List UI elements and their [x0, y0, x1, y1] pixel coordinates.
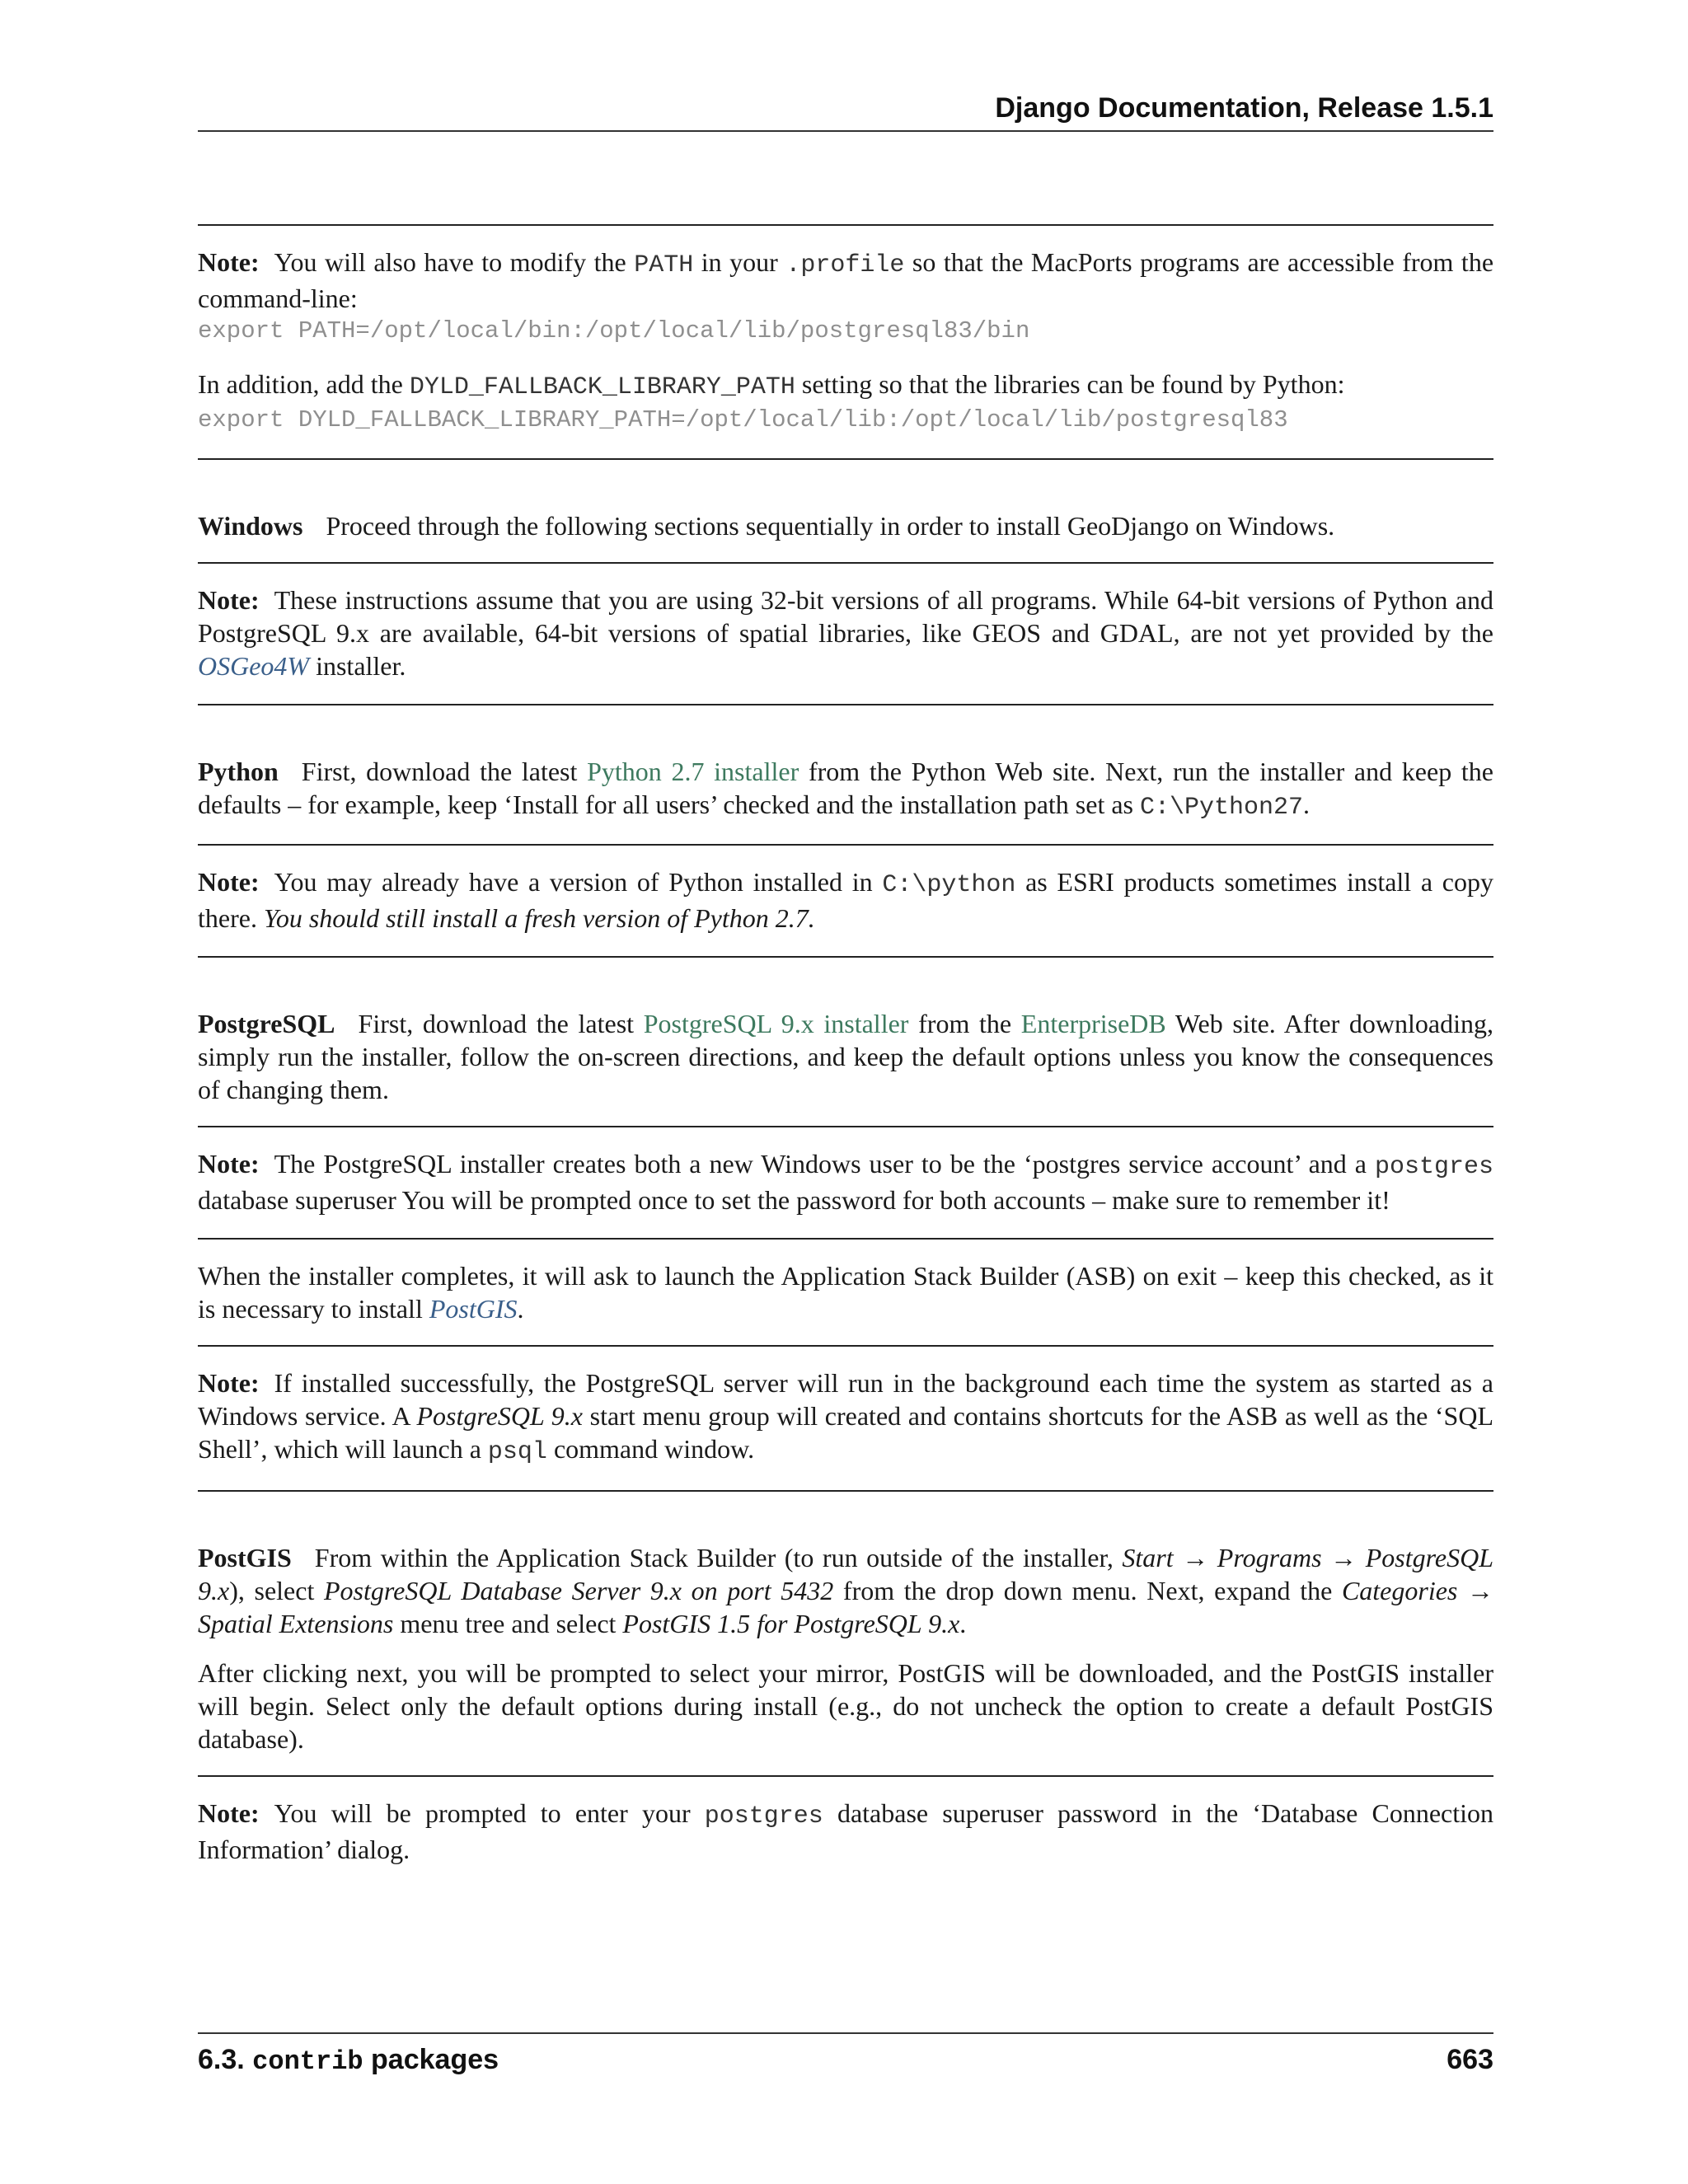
footer-section-text: packages: [363, 2044, 499, 2075]
note-text: as ESRI products sometimes install a copy there.: [198, 867, 1494, 933]
note-text: database superuser You will be prompted once to set the password for both accounts – make sure to remember it!: [198, 1185, 1390, 1215]
note-text: You will be prompted to enter your: [274, 1798, 705, 1828]
paragraph-text: .: [517, 1294, 524, 1324]
inline-code: postgres: [1374, 1153, 1493, 1181]
emphasis: You should still install a fresh version of Python 2.7.: [263, 903, 815, 933]
spacer: [198, 1240, 1493, 1259]
inline-code: postgres: [704, 1802, 823, 1830]
section-text: First, download the latest: [301, 757, 588, 786]
note-label: Note:: [198, 585, 260, 615]
note-text: so that the MacPorts programs are accessible from the command-line:: [198, 247, 1494, 313]
note-label: Note:: [198, 867, 260, 897]
page-content: [198, 224, 1493, 1887]
page-number: 663: [1447, 2044, 1493, 2075]
inline-code: C:\Python27: [1140, 794, 1304, 822]
spacer: [198, 824, 1493, 844]
section-text: From within the Application Stack Builder (to run outside of the installer,: [314, 1543, 1123, 1572]
note-label: Note:: [198, 1149, 260, 1179]
spacer: [198, 460, 1493, 509]
note-paragraph: [198, 865, 1493, 935]
emphasis: PostgreSQL 9.x: [416, 1401, 583, 1431]
inline-code: .profile: [785, 251, 905, 279]
note-macports: [198, 226, 1493, 458]
note-postgres-account: [198, 1127, 1493, 1238]
section-python: [198, 755, 1493, 824]
code-block: export PATH=/opt/local/bin:/opt/local/lib/postgresql83/bin: [198, 317, 1030, 344]
python-installer-link[interactable]: Python 2.7 installer: [587, 757, 799, 786]
emphasis: PostGIS 1.5 for PostgreSQL 9.x: [622, 1609, 960, 1638]
postgis-next-paragraph: After clicking next, you will be prompted to select your mirror, PostGIS will be downloaded, and the PostGIS installer will begin. Select only the default options during install (e.g., do not uncheck the option to create a default PostGIS database).: [198, 1658, 1493, 1754]
emphasis: Categories → Spatial Extensions: [198, 1576, 1494, 1638]
spacer: [198, 705, 1493, 755]
footer-rule: [198, 2032, 1493, 2034]
section-windows: [198, 509, 1493, 542]
running-header: Django Documentation, Release 1.5.1: [995, 92, 1493, 124]
note-label: Note:: [198, 1798, 260, 1828]
inline-code: PATH: [634, 251, 694, 279]
footer-section: [198, 2044, 499, 2077]
spacer: [198, 1325, 1493, 1345]
section-postgis: [198, 1541, 1493, 1640]
note-paragraph: [198, 583, 1493, 682]
code-block: export DYLD_FALLBACK_LIBRARY_PATH=/opt/local/lib:/opt/local/lib/postgresql83: [198, 406, 1288, 434]
note-label: Note:: [198, 247, 260, 277]
emphasis: PostgreSQL Database Server 9.x on port 5432: [324, 1576, 834, 1605]
note-paragraph: [198, 246, 1493, 315]
enterprisedb-link[interactable]: EnterpriseDB: [1020, 1009, 1166, 1038]
section-text: .: [1303, 790, 1311, 819]
note-paragraph: [198, 368, 1493, 404]
note-password: [198, 1777, 1493, 1887]
section-text: menu tree and select: [393, 1609, 623, 1638]
note-text: You will also have to modify the: [274, 247, 635, 277]
note-text: installer.: [309, 651, 406, 681]
document-page: [198, 0, 1493, 2184]
note-paragraph: [198, 1147, 1493, 1216]
section-postgresql: [198, 1007, 1493, 1106]
section-title: PostgreSQL: [198, 1009, 335, 1038]
inline-code: psql: [487, 1438, 547, 1466]
note-paragraph: [198, 1797, 1493, 1866]
inline-code: DYLD_FALLBACK_LIBRARY_PATH: [409, 373, 795, 401]
note-label: Note:: [198, 1368, 260, 1398]
spacer: [198, 958, 1493, 1007]
osgeo4w-link[interactable]: OSGeo4W: [198, 651, 310, 681]
inline-code: C:\python: [882, 871, 1016, 899]
footer-section-code: contrib: [252, 2046, 363, 2077]
paragraph-text: When the installer completes, it will ask to launch the Application Stack Builder (ASB) on exit – keep this checked, as it is necessary to install: [198, 1261, 1493, 1324]
section-text: from the Python Web site. Next, run the installer and keep the defaults – for example, keep ‘Install for all users’ checked and the installation path set as: [198, 757, 1494, 819]
spacer: [198, 1640, 1493, 1657]
header-rule: [198, 130, 1493, 132]
section-text: Proceed through the following sections sequentially in order to install GeoDjango on Windows.: [326, 511, 1335, 541]
section-text: from the: [908, 1009, 1021, 1038]
note-text: in your: [693, 247, 786, 277]
postgresql-installer-link[interactable]: PostgreSQL 9.x installer: [643, 1009, 909, 1038]
note-python: [198, 846, 1493, 956]
section-text: First, download the latest: [358, 1009, 644, 1038]
note-text: database superuser password in the ‘Database Connection Information’ dialog.: [198, 1798, 1493, 1864]
asb-paragraph: [198, 1259, 1493, 1325]
section-title: PostGIS: [198, 1543, 292, 1572]
spacer: [198, 542, 1493, 562]
note-text: command window.: [546, 1434, 755, 1464]
section-title: Python: [198, 757, 279, 786]
note-text: The PostgreSQL installer creates both a new Windows user to be the ‘postgres service account’ and a: [274, 1149, 1375, 1179]
section-title: Windows: [198, 511, 303, 541]
spacer: [198, 1492, 1493, 1541]
note-text: start menu group will created and contains shortcuts for the ASB as well as the ‘SQL Shell’, which will launch a: [198, 1401, 1494, 1464]
section-text: ), select: [229, 1576, 324, 1605]
section-text: .: [959, 1609, 967, 1638]
note-text: In addition, add the: [198, 369, 410, 399]
section-text: from the drop down menu. Next, expand the: [833, 1576, 1342, 1605]
footer-section-number: 6.3.: [198, 2044, 253, 2075]
emphasis: Start → Programs → PostgreSQL 9.x: [198, 1543, 1494, 1605]
spacer: [198, 1755, 1493, 1775]
spacer: [198, 1106, 1493, 1126]
note-32bit: [198, 564, 1493, 704]
note-text: These instructions assume that you are using 32-bit versions of all programs. While 64-bit versions of Python and PostgreSQL 9.x are available, 64-bit versions of spatial libraries, like GEOS and GDAL, are not yet provided by the: [198, 585, 1493, 648]
note-text: If installed successfully, the PostgreSQL server will run in the background each time the system as started as a Windows service. A: [198, 1368, 1493, 1431]
note-text: setting so that the libraries can be found by Python:: [795, 369, 1345, 399]
note-paragraph: [198, 1366, 1493, 1469]
section-text: Web site. After downloading, simply run the installer, follow the on-screen directions, and keep the default options unless you know the consequences of changing them.: [198, 1009, 1494, 1104]
postgis-link[interactable]: PostGIS: [429, 1294, 518, 1324]
note-text: You may already have a version of Python installed in: [274, 867, 883, 897]
note-service: [198, 1347, 1493, 1490]
